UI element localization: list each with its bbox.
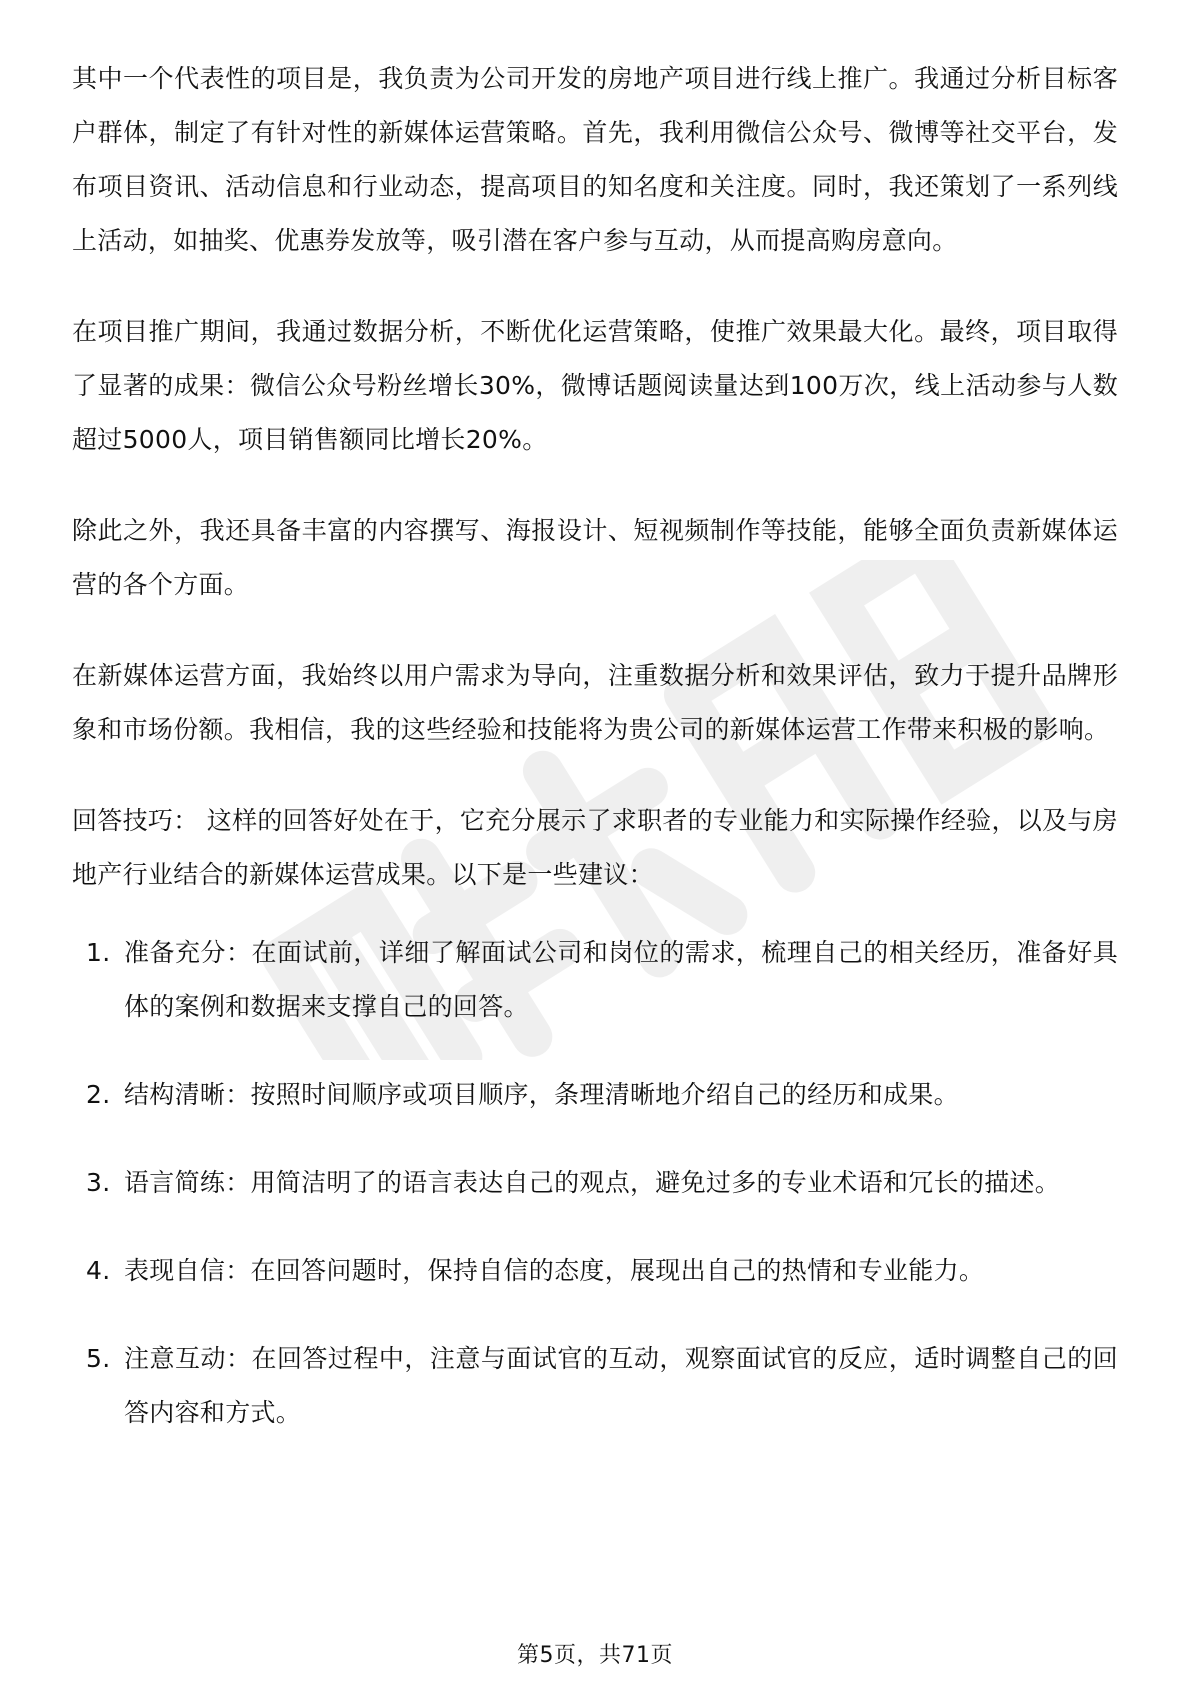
document-body <box>72 52 1118 1474</box>
page-number-footer: 第5页，共71页 <box>517 1643 673 1668</box>
suggestion-list <box>72 926 1118 1440</box>
paragraph-answer-tips: 回答技巧： 这样的回答好处在于，它充分展示了求职者的专业能力和实际操作经验，以及与房地产行业结合的新媒体运营成果。以下是一些建议： <box>72 806 1118 889</box>
list-item-number: 5. <box>86 1344 111 1373</box>
list-item <box>72 1332 1118 1440</box>
paragraph-results: 在项目推广期间，我通过数据分析，不断优化运营策略，使推广效果最大化。最终，项目取得了显著的成果：微信公众号粉丝增长30%，微博话题阅读量达到100万次，线上活动参与人数超过5000人，项目销售额同比增长20%。 <box>72 317 1118 454</box>
list-item-text: 结构清晰：按照时间顺序或项目顺序，条理清晰地介绍自己的经历和成果。 <box>124 1080 959 1109</box>
list-item-number: 4. <box>86 1256 111 1285</box>
list-item-number: 1. <box>86 938 111 967</box>
paragraph-project: 其中一个代表性的项目是，我负责为公司开发的房地产项目进行线上推广。我通过分析目标客户群体，制定了有针对性的新媒体运营策略。首先，我利用微信公众号、微博等社交平台，发布项目资讯、活动信息和行业动态，提高项目的知名度和关注度。同时，我还策划了一系列线上活动，如抽奖、优惠券发放等，吸引潜在客户参与互动，从而提高购房意向。 <box>72 64 1118 255</box>
paragraph-approach: 在新媒体运营方面，我始终以用户需求为导向，注重数据分析和效果评估，致力于提升品牌形象和市场份额。我相信，我的这些经验和技能将为贵公司的新媒体运营工作带来积极的影响。 <box>72 661 1118 744</box>
list-item <box>72 1244 1118 1298</box>
list-item-text: 注意互动：在回答过程中，注意与面试官的互动，观察面试官的反应，适时调整自己的回答内容和方式。 <box>124 1344 1118 1427</box>
list-item-number: 3. <box>86 1168 111 1197</box>
list-item <box>72 1068 1118 1122</box>
list-item-text: 准备充分：在面试前，详细了解面试公司和岗位的需求，梳理自己的相关经历，准备好具体的案例和数据来支撑自己的回答。 <box>124 938 1118 1021</box>
list-item-text: 语言简练：用简洁明了的语言表达自己的观点，避免过多的专业术语和冗长的描述。 <box>124 1168 1061 1197</box>
paragraph-skills: 除此之外，我还具备丰富的内容撰写、海报设计、短视频制作等技能，能够全面负责新媒体运营的各个方面。 <box>72 516 1118 599</box>
list-item-text: 表现自信：在回答问题时，保持自信的态度，展现出自己的热情和专业能力。 <box>124 1256 985 1285</box>
list-item-number: 2. <box>86 1080 111 1109</box>
list-item <box>72 1156 1118 1210</box>
list-item <box>72 926 1118 1034</box>
